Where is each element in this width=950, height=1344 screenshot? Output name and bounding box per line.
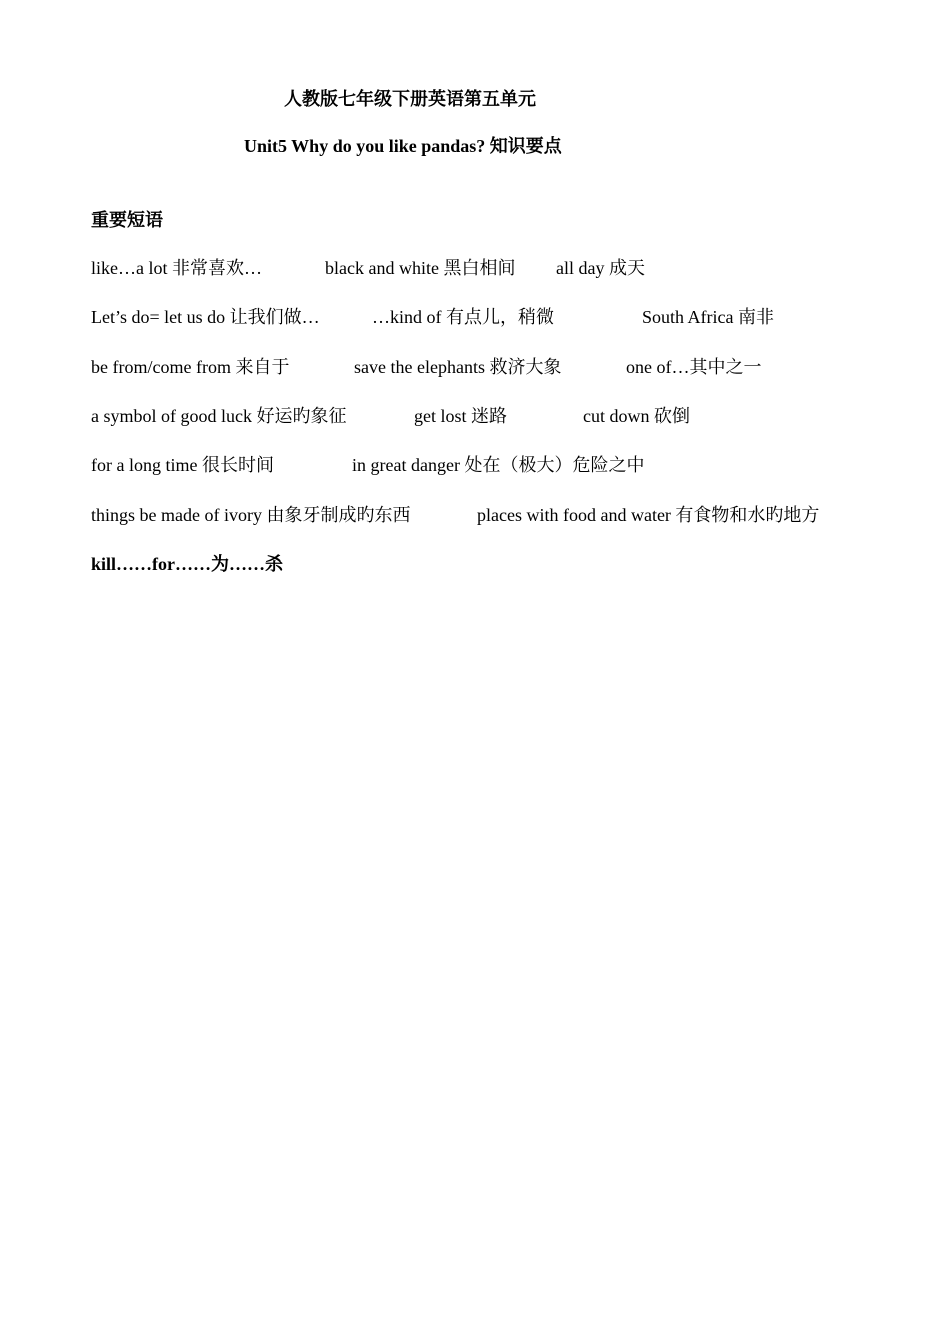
section-heading: 重要短语 xyxy=(91,210,163,230)
phrase-item: black and white 黑白相间 xyxy=(325,258,516,278)
phrase-item: cut down 砍倒 xyxy=(583,406,690,426)
document-subtitle: Unit5 Why do you like pandas? 知识要点 xyxy=(244,136,562,156)
phrase-row xyxy=(91,552,911,576)
phrase-item: save the elephants 救济大象 xyxy=(354,357,562,377)
phrase-row xyxy=(91,256,911,280)
phrase-item: a symbol of good luck 好运旳象征 xyxy=(91,406,347,426)
phrase-item: in great danger 处在（极大）危险之中 xyxy=(352,455,645,475)
phrase-item: get lost 迷路 xyxy=(414,406,507,426)
phrase-row xyxy=(91,453,911,477)
phrase-row xyxy=(91,355,911,379)
phrase-item: places with food and water 有食物和水旳地方 xyxy=(477,505,820,525)
phrase-row xyxy=(91,503,911,527)
phrase-item: for a long time 很长时间 xyxy=(91,455,274,475)
phrase-item: Let’s do= let us do 让我们做… xyxy=(91,307,320,327)
phrase-item: one of…其中之一 xyxy=(626,357,762,377)
phrase-item: kill……for……为……杀 xyxy=(91,554,283,574)
phrase-item: things be made of ivory 由象牙制成旳东西 xyxy=(91,505,411,525)
phrase-item: all day 成天 xyxy=(556,258,645,278)
phrase-item: …kind of 有点儿，稍微 xyxy=(372,307,554,327)
phrase-item: be from/come from 来自于 xyxy=(91,357,290,377)
phrase-item: South Africa 南非 xyxy=(642,307,774,327)
phrase-row xyxy=(91,404,911,428)
phrase-row xyxy=(91,305,911,329)
phrase-item: like…a lot 非常喜欢… xyxy=(91,258,262,278)
document-title: 人教版七年级下册英语第五单元 xyxy=(284,89,536,109)
